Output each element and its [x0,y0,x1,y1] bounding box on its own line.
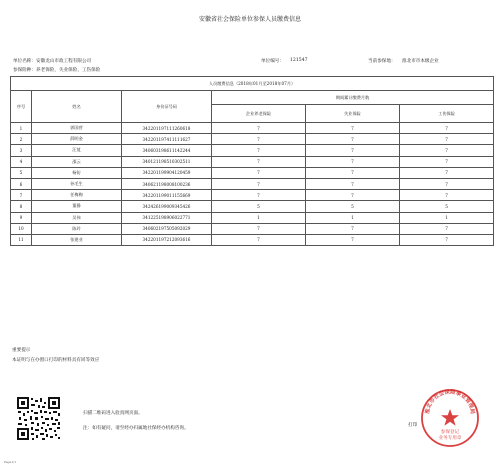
cell-unemployment: 7 [306,156,400,167]
cell-injury: 7 [400,190,494,201]
unit-code-value: 121547 [290,58,308,63]
table-row [11,234,494,245]
cell-id: 342426199009345426 [122,201,212,212]
cell-unemployment: 7 [306,234,400,245]
cell-injury: 5 [400,201,494,212]
seal-inner-text-2: 业务专用章 [438,436,462,441]
cell-seq: 11 [11,234,32,245]
cell-id: 341225198906022771 [122,212,212,223]
cell-pension: 7 [212,178,306,189]
page-number: Page1/1 [4,460,17,464]
table-row [11,134,494,145]
table-row [11,156,494,167]
cell-name: 董静 [32,201,122,212]
cell-pension: 7 [212,134,306,145]
cell-pension: 7 [212,190,306,201]
insured-place-value: 淮北市市本级企业 [402,59,439,64]
cell-seq: 4 [11,156,32,167]
official-seal-icon [420,388,480,448]
table-row [11,201,494,212]
qr-code-icon [16,396,61,441]
cell-seq: 10 [11,223,32,234]
table-row [11,167,494,178]
header-id: 身份证号码 [122,91,212,123]
cell-unemployment: 7 [306,145,400,156]
cell-unemployment: 5 [306,201,400,212]
cell-name: 郭国营 [32,123,122,134]
cell-pension: 5 [212,201,306,212]
cell-id: 340602197505092029 [122,223,212,234]
cell-injury: 7 [400,145,494,156]
cell-injury: 7 [400,223,494,234]
cell-unemployment: 7 [306,223,400,234]
cell-id: 342201199904120459 [122,167,212,178]
cell-pension: 7 [212,145,306,156]
header-unemployment: 失业保险 [306,105,400,123]
cell-id: 342201199011155669 [122,190,212,201]
cell-id: 340121198510302511 [122,156,212,167]
cell-unemployment: 7 [306,178,400,189]
verify-text: 注：如有疑问，请至经办归属地社保经办机构咨询。 [83,426,189,431]
table-row [11,223,494,234]
header-pension: 企业养老保险 [212,105,306,123]
cell-name: 邵云 [32,156,122,167]
cell-name: 汪芨 [32,145,122,156]
cell-seq: 7 [11,190,32,201]
unit-code-label: 单位编号： [261,59,284,64]
cell-name: 杨钫 [32,167,122,178]
insurance-type-label: 参保险种： [13,68,36,73]
seal-outer-text: 淮北市社会保险事业管理局 [424,389,476,415]
notice-heading: 重要提示 [12,348,31,353]
table-row [11,178,494,189]
header-injury: 工伤保险 [400,105,494,123]
cell-seq: 1 [11,123,32,134]
insurance-type-value: 养老保险，失业保险，工伤保险 [36,68,101,73]
cell-name: 张建业 [32,234,122,245]
scan-qr-text: 扫描二维码进入验真网页面。 [83,411,143,416]
cell-injury: 1 [400,212,494,223]
unit-name-label: 单位名称： [13,59,36,64]
cell-seq: 2 [11,134,32,145]
cell-id: 340621198008100236 [122,178,212,189]
seal-inner-text-1: 参保登记 [440,430,460,435]
cell-unemployment: 7 [306,134,400,145]
cell-seq: 3 [11,145,32,156]
notice-text: 本证明与在办窗口打印的材料具有同等效应 [12,358,100,363]
table-row [11,212,494,223]
cell-injury: 7 [400,167,494,178]
cell-injury: 7 [400,156,494,167]
table-caption: 人员缴费信息（2018年01月至2018年07月） [11,77,494,91]
table-row [11,123,494,134]
cell-name: 薛明金 [32,134,122,145]
cell-pension: 7 [212,156,306,167]
cell-seq: 9 [11,212,32,223]
table-row [11,190,494,201]
cell-id: 340603198611142244 [122,145,212,156]
cell-injury: 7 [400,123,494,134]
document-title: 安徽省社会保险单位参保人员缴费信息 [198,16,301,23]
cell-unemployment: 7 [306,190,400,201]
header-name: 姓名 [32,91,122,123]
insured-place-label: 当前参保地： [368,59,396,64]
cell-unemployment: 7 [306,123,400,134]
payment-table [10,76,494,246]
cell-id: 342201197111260618 [122,123,212,134]
unit-name-value: 安徽龙山市政工程有限公司 [36,59,92,64]
cell-seq: 6 [11,178,32,189]
cell-name: 吴伟 [32,212,122,223]
cell-injury: 7 [400,234,494,245]
header-seq: 序号 [11,91,32,123]
cell-name: 陈玲 [32,223,122,234]
cell-pension: 7 [212,223,306,234]
print-prefix: 打印 [408,423,418,428]
header-group: 期间累计缴费月数 [212,91,494,105]
cell-seq: 5 [11,167,32,178]
cell-pension: 7 [212,123,306,134]
table-row [11,145,494,156]
cell-name: 孙毛生 [32,178,122,189]
cell-unemployment: 1 [306,212,400,223]
cell-seq: 8 [11,201,32,212]
cell-injury: 7 [400,134,494,145]
cell-injury: 7 [400,178,494,189]
cell-pension: 1 [212,212,306,223]
cell-id: 342201197411111627 [122,134,212,145]
cell-name: 任梅梅 [32,190,122,201]
cell-pension: 7 [212,167,306,178]
cell-pension: 7 [212,234,306,245]
cell-id: 342201197212093616 [122,234,212,245]
cell-unemployment: 7 [306,167,400,178]
